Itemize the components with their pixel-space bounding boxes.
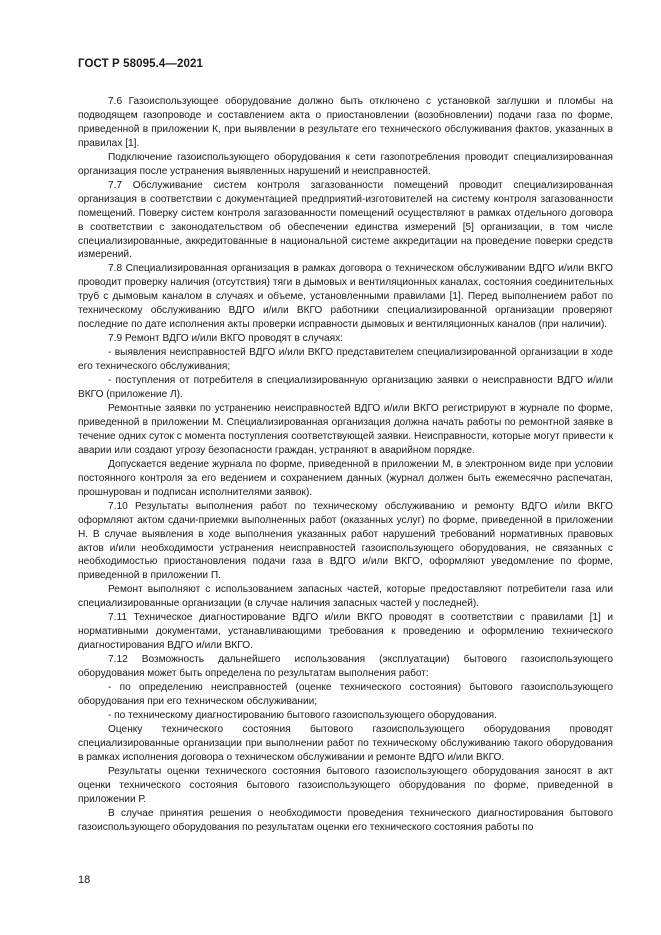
- clause-7-9: 7.9 Ремонт ВДГО и/или ВКГО проводят в случаях:: [108, 333, 343, 345]
- list-item: - поступления от потребителя в специализированную организацию заявки о неисправности ВДГО и/или ВКГО (приложение Л).: [78, 375, 613, 401]
- paragraph-repair-requests: Ремонтные заявки по устранению неисправностей ВДГО и/или ВКГО регистрируют в журнале по форме, приведенной в приложении М. Специализированная организация должна начать работы по ремонтной заявке в течение одних суток с момента поступления соответствующей заявки. Неисправности, которые могут привести к аварии или создают угрозу безопасности граждан, устраняют в аварийном порядке.: [78, 402, 613, 456]
- clause-7-12: 7.12 Возможность дальнейшего использования (эксплуатации) бытового газоиспользующего оборудования может быть определена по результатам выполнения работ:: [78, 654, 613, 680]
- list-item: - выявления неисправностей ВДГО и/или ВКГО представителем специализированной организации в ходе его технического обслуживания;: [78, 347, 613, 373]
- list-item: - по определению неисправностей (оценке технического состояния) бытового газоиспользующего оборудования при его техническом обслуживании;: [78, 682, 613, 707]
- paragraph-assessment: Оценку технического состояния бытового газоиспользующего оборудования проводят специализированные организации при выполнении работ по техническому обслуживанию такого оборудования в рамках исполнения договора о техническом обслуживании и ремонте ВДГО и/или ВКГО.: [78, 723, 613, 763]
- document-body: [78, 95, 613, 835]
- standard-header: ГОСТ Р 58095.4—2021: [78, 58, 203, 70]
- paragraph-spare-parts: Ремонт выполняют с использованием запасных частей, которые предоставляют потребители газа или специализированные организации (в случае наличия запасных частей у последней).: [78, 584, 613, 610]
- paragraph-diagnostics-decision: В случае принятия решения о необходимости проведения технического диагностирования бытового газоиспользующего оборудования по результатам оценки его технического состояния работы по: [78, 807, 613, 833]
- paragraph-reconnection: Подключение газоиспользующего оборудования к сети газопотребления проводит специализированная организация после устранения выявленных нарушений и неисправностей.: [78, 151, 613, 177]
- paragraph-assessment-results: Результаты оценки технического состояния бытового газоиспользующего оборудования заносят в акт оценки технического состояния бытового газоиспользующего оборудования по форме, приведенной в приложении Р.: [78, 765, 613, 805]
- page-number: 18: [78, 874, 91, 886]
- clause-7-6: 7.6 Газоиспользующее оборудование должно быть отключено с установкой заглушки и пломбы на подводящем газопроводе и составлением акта о приостановлении (возобновлении) подачи газа по форме, приведенной в приложении К, при выявлении в результате его технического обслуживания фактов, указанных в правилах [1].: [78, 96, 613, 149]
- clause-7-10: 7.10 Результаты выполнения работ по техническому обслуживанию и ремонту ВДГО и/или ВКГО оформляют актом сдачи-приемки выполненных работ (оказанных услуг) по форме, приведенной в приложении Н. В случае выявления в ходе выполнения указанных работ нарушений требований нормативных правовых актов и/или необходимости устранения неисправностей газоиспользующего оборудования, не связанных с необходимостью приостановления подачи газа в ВДГО и/или ВКГО, оформляют уведомление по форме, приведенной в приложении П.: [78, 500, 613, 582]
- paragraph-electronic-journal: Допускается ведение журнала по форме, приведенной в приложении М, в электронном виде при условии постоянного контроля за его ведением и сохранением данных (журнал должен быть ежемесячно распечатан, прошнурован и подписан исполнителями заявок).: [78, 458, 613, 498]
- clause-7-8: 7.8 Специализированная организация в рамках договора о техническом обслуживании ВДГО и/или ВКГО проводит проверку наличия (отсутствия) тяги в дымовых и вентиляционных каналах, состояния соединительных труб с дымовым каналом в случаях и объеме, установленными правилами [1]. Перед выполнением работ по техническому обслуживанию ВДГО и/или ВКГО работники специализированной организации проверяют последние по дате исполнения акты проверки исправности дымовых и вентиляционных каналов (при наличии).: [78, 263, 613, 331]
- clause-7-11: 7.11 Техническое диагностирование ВДГО и/или ВКГО проводят в соответствии с правилами [1] и нормативными документами, устанавливающими требования к проведению и оформлению технического диагностирования ВДГО и/или ВКГО.: [78, 612, 613, 652]
- clause-7-7: 7.7 Обслуживание систем контроля загазованности помещений проводит специализированная организация в соответствии с документацией предприятий-изготовителей на систему контроля загазованности помещений. Поверку систем контроля загазованности помещений осуществляют в рамках отдельного договора в соответствии с законодательством об обеспечении единства измерений [5] организации, в том числе специализированные, аккредитованные в национальной системе аккредитации на проведение поверки средств измерений.: [78, 179, 613, 261]
- list-item: - по техническому диагностированию бытового газоиспользующего оборудования.: [108, 709, 497, 721]
